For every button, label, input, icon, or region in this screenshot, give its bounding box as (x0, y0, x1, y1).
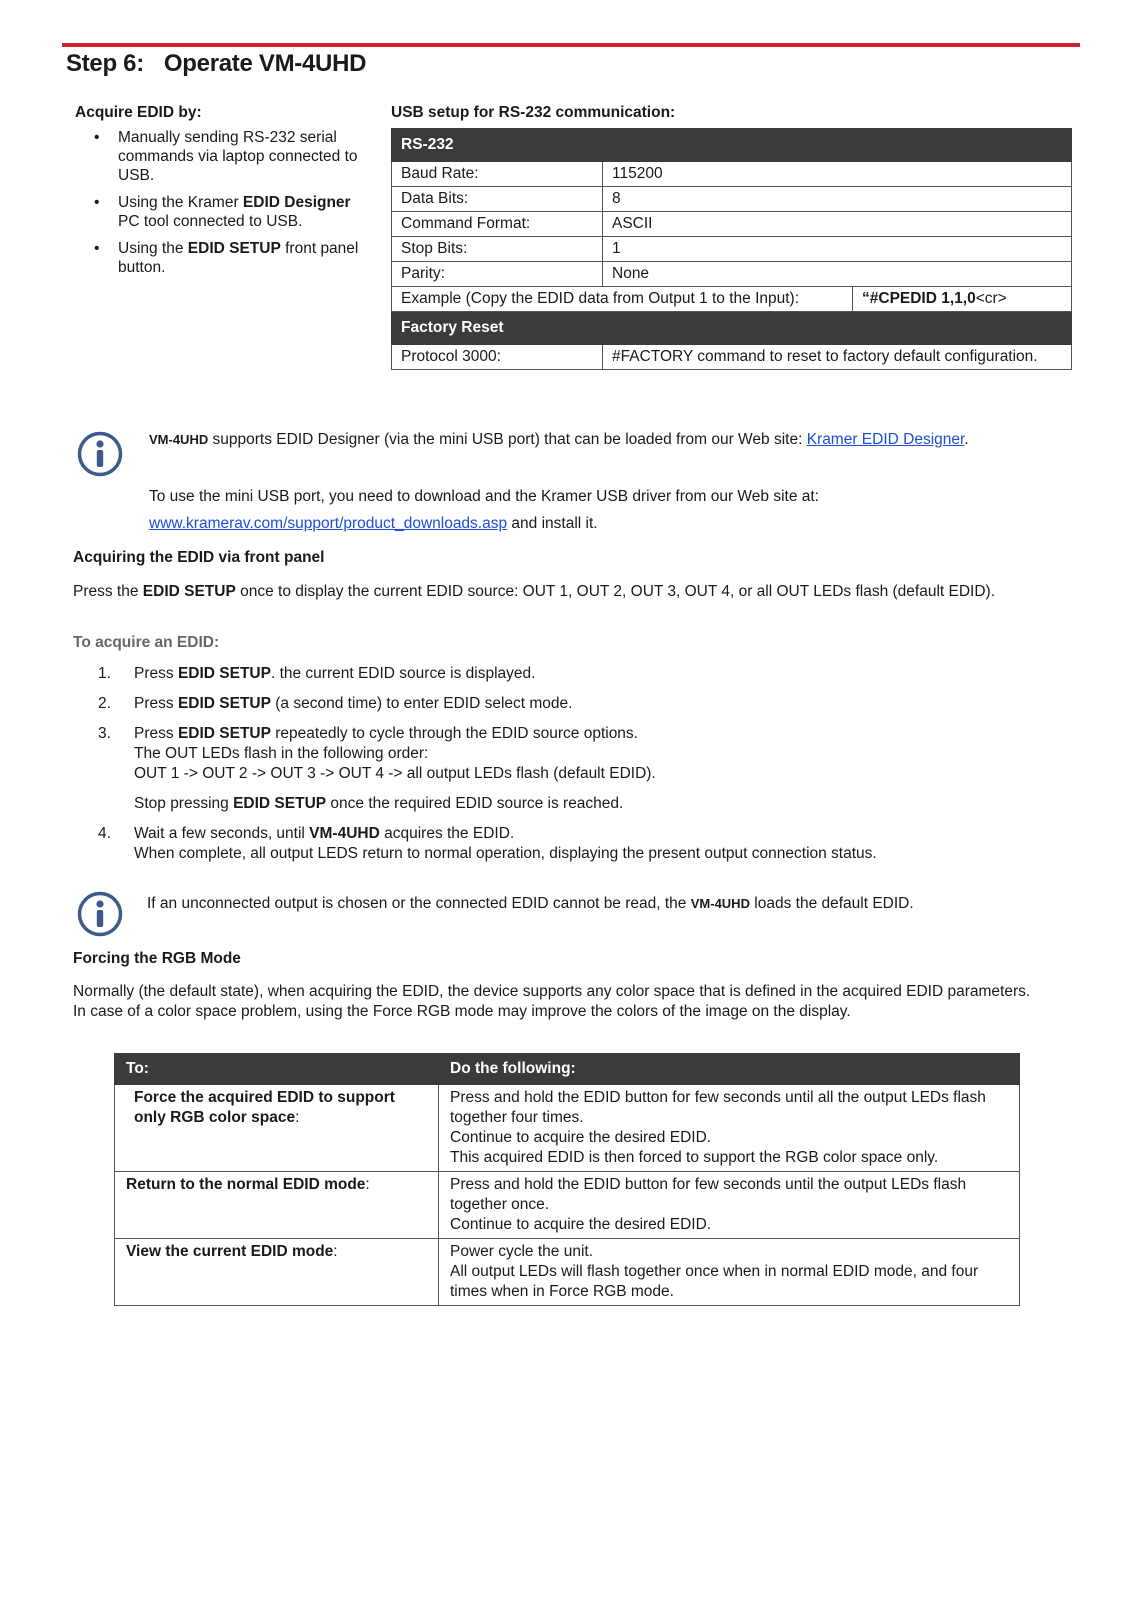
note-text: and install it. (507, 515, 598, 532)
instruction-line: This acquired EDID is then forced to support the RGB color space only. (450, 1149, 939, 1166)
row-value: 115200 (603, 162, 1072, 187)
step-text: (a second time) to enter EDID select mode. (270, 695, 573, 712)
step-bold: EDID SETUP (233, 795, 327, 812)
step-number: 4. (98, 825, 111, 842)
row-label: Parity: (392, 262, 603, 287)
factory-reset-header: Factory Reset (392, 312, 603, 345)
step-text: When complete, all output LEDS return to normal operation, displaying the present output connection status. (134, 845, 877, 862)
rs232-header (392, 129, 853, 162)
note-text: supports EDID Designer (via the mini USB port) that can be loaded from our Web site: (208, 431, 807, 448)
table-row (115, 1172, 1020, 1239)
page-title (66, 50, 366, 78)
para-text: once to display the current EDID source: OUT 1, OUT 2, OUT 3, OUT 4, or all OUT LEDs flash (default EDID). (235, 583, 996, 600)
list-item-text: front panel button. (118, 240, 359, 276)
note-link-line (149, 513, 1029, 534)
step-text: The OUT LEDs flash in the following order: (134, 745, 429, 762)
front-panel-heading: Acquiring the EDID via front panel (73, 549, 325, 566)
usb-setup-heading: USB setup for RS-232 communication: (391, 104, 676, 121)
note-text: To use the mini USB port, you need to download and the Kramer USB driver from our Web site at: (149, 488, 819, 505)
rs232-header-label: RS-232 (401, 136, 454, 153)
edid-designer-link[interactable]: Kramer EDID Designer (806, 431, 965, 448)
protocol-value: #FACTORY command to reset to factory default configuration. (603, 345, 1072, 370)
instruction-line: Continue to acquire the desired EDID. (450, 1129, 712, 1146)
note-text: loads the default EDID. (749, 895, 914, 912)
step-number: 1. (98, 665, 111, 682)
table-row (392, 162, 1072, 187)
row-instructions (439, 1239, 1020, 1306)
step-text: acquires the EDID. (379, 825, 515, 842)
header-rule (62, 43, 1080, 47)
rgb-text: Normally (the default state), when acquiring the EDID, the device supports any color space that is defined in the acquired EDID parameters. In case of a color space problem, using the Force RGB mode may improve the colors of the image on the display. (73, 983, 1031, 1020)
row-action-text: Return to the normal EDID mode (126, 1176, 366, 1193)
table-row (392, 212, 1072, 237)
list-item-text: PC tool connected to USB. (118, 213, 303, 230)
step-text: Press (134, 665, 178, 682)
row-value: 1 (603, 237, 1072, 262)
acquire-edid-section (75, 104, 365, 285)
protocol-label: Protocol 3000: (392, 345, 603, 370)
default-edid-note (147, 893, 1027, 914)
instruction-line: Continue to acquire the desired EDID. (450, 1216, 712, 1233)
step-text: Press (134, 725, 178, 742)
instruction-line: Press and hold the EDID button for few seconds until the output LEDs flash together once. (450, 1176, 967, 1213)
acquire-edid-list (75, 128, 365, 277)
table-header-cell (603, 312, 1072, 345)
to-acquire-heading: To acquire an EDID: (73, 634, 220, 651)
step-bold: EDID SETUP (177, 725, 271, 742)
table-header-cell (853, 129, 1072, 162)
front-panel-text (73, 582, 1033, 602)
example-command-text: “#CPEDID 1,1,0 (862, 290, 976, 307)
table-row (115, 1239, 1020, 1306)
row-label: Stop Bits: (392, 237, 603, 262)
step-text: once the required EDID source is reached. (326, 795, 624, 812)
row-action-text: Force the acquired EDID to support only RGB color space (134, 1089, 395, 1126)
table-row (392, 262, 1072, 287)
downloads-link[interactable]: www.kramerav.com/support/product_downloads.asp (149, 515, 508, 532)
step-subnote (134, 794, 998, 814)
table-row (392, 187, 1072, 212)
row-label: Data Bits: (392, 187, 603, 212)
model-name: VM-4UHD (149, 432, 209, 447)
info-icon (77, 891, 123, 937)
row-label: Command Format: (392, 212, 603, 237)
model-name: VM-4UHD (690, 896, 750, 911)
list-item (118, 193, 365, 231)
row-action: Return to the normal EDID mode: (115, 1172, 439, 1239)
row-value: ASCII (603, 212, 1072, 237)
info-icon (77, 431, 123, 477)
row-label: Baud Rate: (392, 162, 603, 187)
table-header-row (115, 1054, 1020, 1085)
list-item-bold: EDID SETUP (187, 240, 281, 257)
step-text: repeatedly to cycle through the EDID source options. (270, 725, 638, 742)
acquire-steps (98, 664, 998, 874)
step-bold: VM-4UHD (309, 825, 380, 842)
example-command (853, 287, 1072, 312)
usb-setup-section (391, 104, 1071, 370)
rgb-heading: Forcing the RGB Mode (73, 950, 241, 967)
example-command-cr: <cr> (975, 290, 1007, 307)
example-label: Example (Copy the EDID data from Output 1 to the Input): (392, 287, 853, 312)
step-number: 2. (98, 695, 111, 712)
list-item-bold: EDID Designer (242, 194, 351, 211)
note-text: . (964, 431, 969, 448)
table-header-cell: Do the following: (439, 1054, 1020, 1085)
list-item (98, 664, 998, 684)
step-title: Operate VM-4UHD (163, 50, 367, 77)
list-item-text: Using the (118, 240, 188, 257)
list-item (98, 724, 998, 814)
instruction-line: Power cycle the unit. (450, 1243, 594, 1260)
row-action: View the current EDID mode: (115, 1239, 439, 1306)
rs232-table (391, 128, 1072, 370)
para-bold: EDID SETUP (142, 583, 236, 600)
row-instructions (439, 1172, 1020, 1239)
step-bold: EDID SETUP (177, 665, 271, 682)
table-row (392, 345, 1072, 370)
row-value: None (603, 262, 1072, 287)
instruction-line: All output LEDs will flash together once when in normal EDID mode, and four times when in Force RGB mode. (450, 1263, 979, 1300)
rgb-mode-table (114, 1053, 1020, 1306)
para-text: Press the (73, 583, 143, 600)
table-header-row (392, 129, 1072, 162)
step-text: . the current EDID source is displayed. (270, 665, 536, 682)
note-text: If an unconnected output is chosen or the connected EDID cannot be read, the (147, 895, 691, 912)
step-bold: EDID SETUP (177, 695, 271, 712)
table-header-cell: To: (115, 1054, 439, 1085)
row-action-text: View the current EDID mode (126, 1243, 334, 1260)
table-row (115, 1085, 1020, 1172)
list-item (118, 239, 365, 277)
step-text: Stop pressing (134, 795, 234, 812)
table-row (392, 237, 1072, 262)
list-item (98, 694, 998, 714)
row-action: Force the acquired EDID to support only RGB color space: (115, 1085, 439, 1172)
step-text: Press (134, 695, 178, 712)
row-instructions (439, 1085, 1020, 1172)
table-header-row (392, 312, 1072, 345)
usb-driver-note (149, 486, 1029, 534)
step-number: Step 6: (66, 50, 144, 77)
edid-designer-note (149, 429, 1029, 450)
step-number: 3. (98, 725, 111, 742)
list-item (118, 128, 365, 185)
step-text: OUT 1 -> OUT 2 -> OUT 3 -> OUT 4 -> all output LEDs flash (default EDID). (134, 765, 656, 782)
step-text: Wait a few seconds, until (134, 825, 310, 842)
acquire-edid-heading: Acquire EDID by: (75, 104, 202, 121)
list-item (98, 824, 998, 864)
list-item-text: Manually sending RS-232 serial commands via laptop connected to USB. (118, 129, 358, 184)
table-row (392, 287, 1072, 312)
row-value: 8 (603, 187, 1072, 212)
instruction-line: Press and hold the EDID button for few seconds until all the output LEDs flash together four times. (450, 1089, 986, 1126)
list-item-text: Using the Kramer (118, 194, 243, 211)
